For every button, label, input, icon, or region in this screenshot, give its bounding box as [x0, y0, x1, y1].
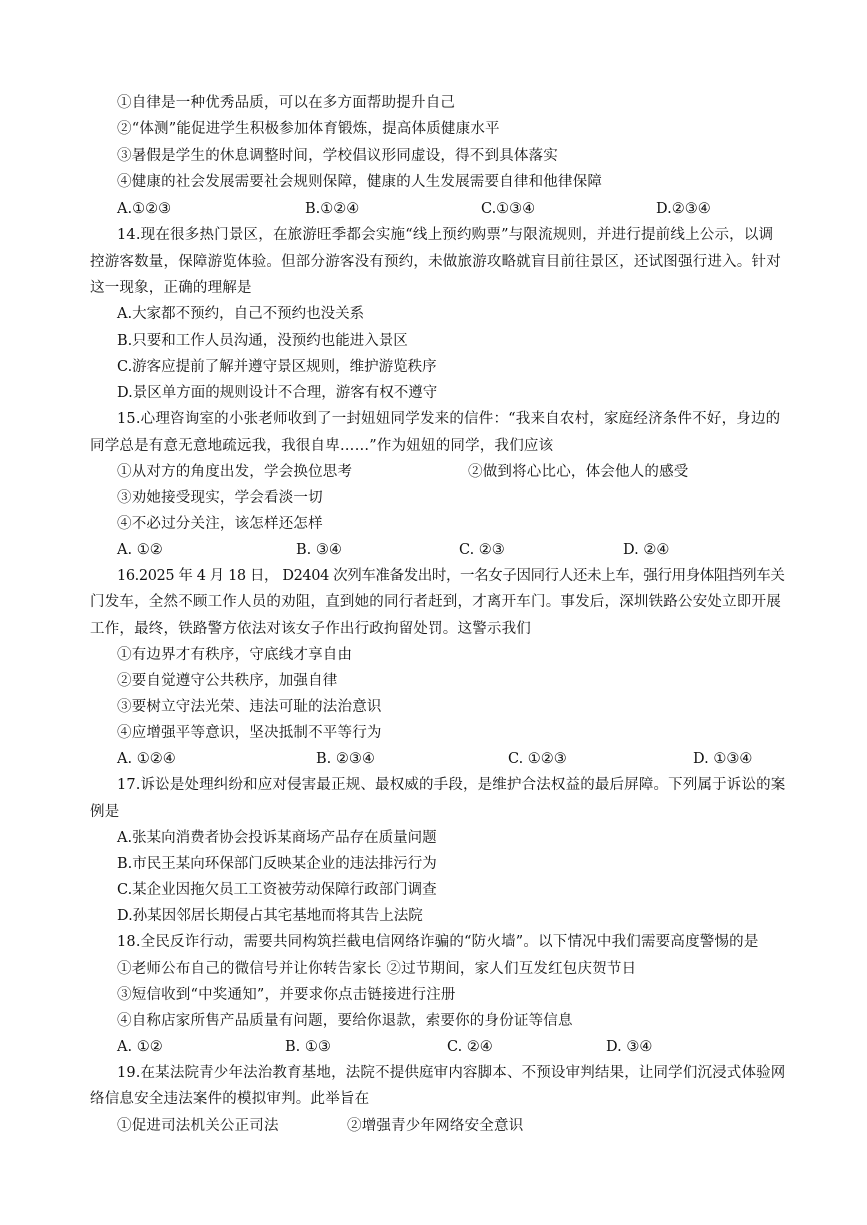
- q17-stem-line-2: 例是: [90, 804, 120, 820]
- q18-statement-4: ④自称店家所售产品质量有问题，要给你退款，索要你的身份证等信息: [117, 1013, 573, 1029]
- q14-option-c[interactable]: C.游客应提前了解并遵守景区规则，维护游览秩序: [117, 359, 437, 375]
- q14-stem-line-1: 14.现在很多热门景区，在旅游旺季都会实施“线上预约购票”与限流规则，并进行提前线上公示，以调: [117, 227, 774, 243]
- q16-statement-2: ②要自觉遵守公共秩序，加强自律: [117, 673, 338, 689]
- q19-stem-line-2: 络信息安全违法案件的模拟审判。此举旨在: [90, 1091, 370, 1107]
- q14-stem-line-3: 这一现象，正确的理解是: [90, 280, 252, 296]
- q18-statement-1-2: ①老师公布自己的微信号并让你转告家长 ②过节期间，家人们互发红包庆贺节日: [117, 961, 637, 977]
- q17-option-b[interactable]: B.市民王某向环保部门反映某企业的违法排污行为: [117, 856, 437, 872]
- q14-option-b[interactable]: B.只要和工作人员沟通，没预约也能进入景区: [117, 333, 408, 349]
- q17-option-c[interactable]: C.某企业因拖欠员工工资被劳动保障行政部门调查: [117, 882, 437, 898]
- q15-stem-line-2: 同学总是有意无意地疏远我，我很自卑……”作为妞妞的同学，我们应该: [90, 438, 554, 454]
- q14-stem-line-2: 控游客数量，保障游览体验。但部分游客没有预约，未做旅游攻略就盲目前往景区，还试图强行进入。针对: [90, 254, 781, 270]
- q13-option-b[interactable]: B.①②④: [305, 201, 360, 217]
- q17-option-a[interactable]: A.张某向消费者协会投诉某商场产品存在质量问题: [117, 830, 437, 846]
- q15-option-a[interactable]: A. ①②: [117, 542, 163, 558]
- q14-option-a[interactable]: A.大家都不预约，自己不预约也没关系: [117, 306, 365, 322]
- q16-stem-line-3: 工作，最终，铁路警方依法对该女子作出行政拘留处罚。这警示我们: [90, 621, 531, 637]
- q15-statement-1: ①从对方的角度出发，学会换位思考: [117, 464, 353, 480]
- q18-stem-line-1: 18.全民反诈行动，需要共同构筑拦截电信网络诈骗的“防火墙”。以下情况中我们需要高度警惕的是: [117, 934, 759, 950]
- q13-statement-4: ④健康的社会发展需要社会规则保障，健康的人生发展需要自律和他律保障: [117, 174, 603, 190]
- q15-statement-2: ②做到将心比心，体会他人的感受: [468, 464, 689, 480]
- q16-option-d[interactable]: D. ①③④: [693, 751, 753, 767]
- q13-statement-1: ①自律是一种优秀品质，可以在多方面帮助提升自己: [117, 95, 456, 111]
- q14-option-d[interactable]: D.景区单方面的规则设计不合理，游客有权不遵守: [117, 385, 438, 401]
- q15-statement-4: ④不必过分关注，该怎样还怎样: [117, 516, 323, 532]
- q13-statement-3: ③暑假是学生的休息调整时间，学校倡议形同虚设，得不到具体落实: [117, 148, 558, 164]
- q15-stem-line-1: 15.心理咨询室的小张老师收到了一封妞妞同学发来的信件：“我来自农村，家庭经济条件不好，身边的: [117, 411, 781, 427]
- q16-statement-4: ④应增强平等意识，坚决抵制不平等行为: [117, 725, 382, 741]
- q16-option-b[interactable]: B. ②③④: [316, 751, 375, 767]
- q15-option-b[interactable]: B. ③④: [296, 542, 342, 558]
- q13-option-c[interactable]: C.①③④: [481, 201, 536, 217]
- q16-stem-line-1: 16.2025 年 4 月 18 日， D2404 次列车准备发出时，一名女子因同行人还未上车，强行用身体阻挡列车关: [117, 568, 785, 584]
- q19-stem-line-1: 19.在某法院青少年法治教育基地，法院不提供庭审内容脚本、不预设审判结果，让同学们沉浸式体验网: [117, 1065, 786, 1081]
- q16-option-c[interactable]: C. ①②③: [508, 751, 567, 767]
- q16-statement-1: ①有边界才有秩序，守底线才享自由: [117, 647, 353, 663]
- q13-option-a[interactable]: A.①②③: [117, 201, 172, 217]
- q13-statement-2: ②“体测”能促进学生积极参加体育锻炼，提高体质健康水平: [117, 121, 500, 137]
- q18-option-a[interactable]: A. ①②: [117, 1039, 163, 1055]
- q18-statement-3: ③短信收到“中奖通知”，并要求你点击链接进行注册: [117, 987, 456, 1003]
- q17-stem-line-1: 17.诉讼是处理纠纷和应对侵害最正规、最权威的手段，是维护合法权益的最后屏障。下列属于诉讼的案: [117, 777, 786, 793]
- q17-option-d[interactable]: D.孙某因邻居长期侵占其宅基地而将其告上法院: [117, 908, 423, 924]
- q19-statement-2: ②增强青少年网络安全意识: [347, 1118, 524, 1134]
- q16-stem-line-2: 门发车，全然不顾工作人员的劝阻，直到她的同行者赶到，才离开车门。事发后，深圳铁路公安处立即开展: [90, 594, 781, 610]
- q15-option-d[interactable]: D. ②④: [623, 542, 670, 558]
- q19-statement-1: ①促进司法机关公正司法: [117, 1118, 279, 1134]
- q16-statement-3: ③要树立守法光荣、违法可耻的法治意识: [117, 699, 382, 715]
- q15-option-c[interactable]: C. ②③: [459, 542, 505, 558]
- q18-option-c[interactable]: C. ②④: [447, 1039, 493, 1055]
- q18-option-b[interactable]: B. ①③: [285, 1039, 331, 1055]
- q18-option-d[interactable]: D. ③④: [606, 1039, 653, 1055]
- q13-option-d[interactable]: D.②③④: [656, 201, 711, 217]
- q16-option-a[interactable]: A. ①②④: [117, 751, 176, 767]
- q15-statement-3: ③劝她接受现实，学会看淡一切: [117, 490, 323, 506]
